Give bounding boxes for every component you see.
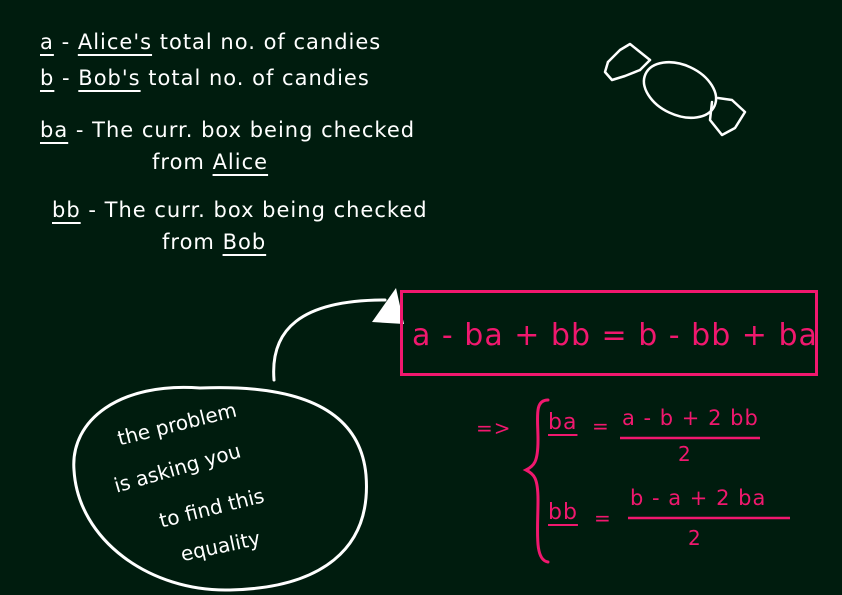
name-alice: Alice's — [77, 30, 153, 54]
symbol-ba: ba — [40, 118, 69, 142]
who-alice: Alice — [212, 150, 269, 174]
definition-bb: bb - The curr. box being checked — [52, 198, 428, 222]
who-bob: Bob — [222, 230, 267, 254]
definition-b: b - Bob's total no. of candies — [40, 66, 370, 90]
symbol-a: a — [40, 30, 54, 54]
bubble-line-3: to find this — [156, 483, 267, 533]
definition-ba: ba - The curr. box being checked — [40, 118, 416, 142]
solution-1-lhs: ba — [548, 410, 578, 435]
solution-2-eq: = — [594, 506, 612, 530]
solution-1-numerator: a - b + 2 bb — [622, 406, 759, 430]
solution-2-numerator: b - a + 2 ba — [630, 486, 767, 510]
bubble-line-2: is asking you — [111, 438, 244, 498]
definition-ba-from: from Alice — [152, 150, 269, 174]
definition-bb-from: from Bob — [162, 230, 267, 254]
definition-a: a - Alice's total no. of candies — [40, 30, 382, 54]
bubble-line-1: the problem — [114, 397, 240, 451]
solution-2-denominator: 2 — [688, 526, 702, 550]
equality-equation: a - ba + bb = b - bb + ba — [412, 318, 818, 353]
name-bob: Bob's — [78, 66, 141, 90]
symbol-bb: bb — [52, 198, 81, 222]
arrow-icon — [274, 288, 404, 380]
bubble-line-4: equality — [178, 525, 263, 567]
symbol-b: b — [40, 66, 55, 90]
candy-icon — [605, 44, 745, 135]
solution-1-denominator: 2 — [678, 442, 692, 466]
solution-1-eq: = — [592, 414, 610, 438]
curly-brace — [526, 400, 548, 562]
implies-symbol: => — [476, 416, 512, 440]
solution-2-lhs: bb — [548, 500, 578, 525]
